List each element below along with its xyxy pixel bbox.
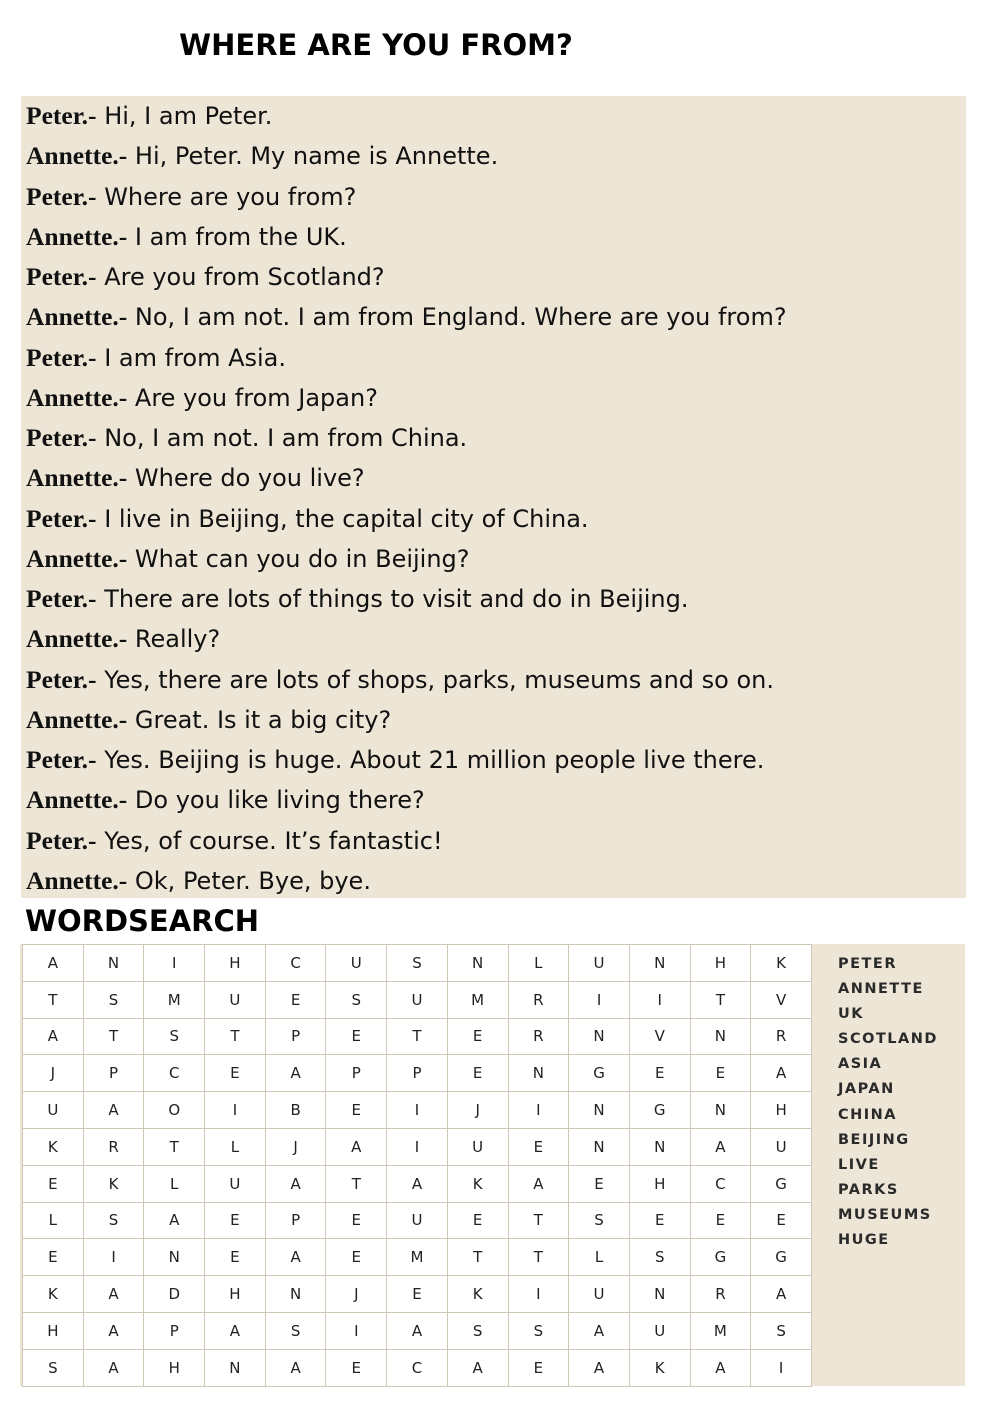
grid-cell[interactable]: E [387, 1276, 448, 1313]
grid-cell[interactable]: I [508, 1276, 569, 1313]
grid-cell[interactable]: N [265, 1276, 326, 1313]
word-list-item: MUSEUMS [838, 1206, 932, 1223]
grid-cell[interactable]: N [629, 1276, 690, 1313]
grid-cell[interactable]: U [569, 945, 630, 982]
grid-cell[interactable]: E [326, 1202, 387, 1239]
grid-cell[interactable]: E [205, 1239, 266, 1276]
word-list-item: JAPAN [838, 1081, 895, 1098]
dialogue-text: Yes, there are lots of shops, parks, museums and so on. [96, 665, 774, 694]
grid-cell[interactable]: J [23, 1055, 84, 1092]
grid-cell[interactable]: M [447, 981, 508, 1018]
dialogue-line [26, 780, 425, 820]
grid-cell[interactable]: E [205, 1055, 266, 1092]
grid-cell[interactable]: U [629, 1312, 690, 1349]
grid-cell[interactable]: E [326, 1239, 387, 1276]
grid-cell[interactable]: S [508, 1312, 569, 1349]
grid-cell[interactable]: I [387, 1128, 448, 1165]
dialogue-text: Are you from Japan? [127, 383, 378, 412]
grid-cell[interactable]: I [83, 1239, 144, 1276]
grid-cell[interactable]: U [326, 945, 387, 982]
grid-cell[interactable]: E [265, 981, 326, 1018]
grid-cell[interactable]: N [629, 1128, 690, 1165]
grid-cell[interactable]: U [387, 981, 448, 1018]
speaker-name: Peter.- [26, 503, 97, 533]
dialogue-text: There are lots of things to visit and do in Beijing. [96, 585, 689, 613]
dialogue-text: No, I am not. I am from England. Where are you from? [127, 303, 787, 332]
dialogue-box [21, 96, 966, 898]
grid-cell[interactable]: R [83, 1128, 144, 1165]
grid-cell[interactable]: G [751, 1239, 812, 1276]
dialogue-text: Hi, I am Peter. [96, 102, 273, 130]
grid-cell[interactable]: E [326, 1092, 387, 1129]
grid-cell[interactable]: A [83, 1276, 144, 1313]
grid-cell[interactable]: H [144, 1349, 205, 1386]
dialogue-line [26, 619, 220, 659]
speaker-name: Annette.- [26, 463, 128, 493]
grid-cell[interactable]: E [629, 1202, 690, 1239]
word-list-item: SCOTLAND [838, 1031, 938, 1048]
grid-cell[interactable]: K [83, 1165, 144, 1202]
grid-cell[interactable]: A [83, 1092, 144, 1129]
grid-cell[interactable]: N [144, 1239, 205, 1276]
dialogue-text: No, I am not. I am from China. [96, 424, 468, 452]
grid-cell[interactable]: U [205, 1165, 266, 1202]
speaker-name: Peter.- [26, 342, 97, 372]
grid-cell[interactable]: P [265, 1202, 326, 1239]
word-list-item: ASIA [838, 1056, 883, 1073]
speaker-name: Annette.- [26, 543, 128, 573]
grid-cell[interactable]: C [387, 1349, 448, 1386]
dialogue-line [26, 136, 498, 176]
dialogue-line [26, 177, 356, 217]
grid-cell[interactable]: I [508, 1092, 569, 1129]
grid-cell[interactable]: A [23, 945, 84, 982]
grid-cell[interactable]: A [265, 1239, 326, 1276]
speaker-name: Annette.- [26, 382, 128, 412]
grid-cell[interactable]: K [751, 945, 812, 982]
dialogue-line [26, 821, 443, 861]
speaker-name: Annette.- [26, 141, 128, 171]
grid-cell[interactable]: I [629, 981, 690, 1018]
dialogue-text: Yes. Beijing is huge. About 21 million people live there. [96, 746, 765, 774]
dialogue-line [26, 338, 286, 378]
grid-cell[interactable]: A [265, 1165, 326, 1202]
grid-cell[interactable]: T [326, 1165, 387, 1202]
grid-cell[interactable]: R [690, 1276, 751, 1313]
speaker-name: Annette.- [26, 302, 128, 332]
grid-cell[interactable]: G [751, 1165, 812, 1202]
page-title: WHERE ARE YOU FROM? [179, 28, 573, 62]
dialogue-line [26, 257, 385, 297]
grid-row [23, 1018, 812, 1055]
grid-cell[interactable]: N [569, 1018, 630, 1055]
grid-row [23, 1239, 812, 1276]
grid-cell[interactable]: A [387, 1312, 448, 1349]
grid-cell[interactable]: H [23, 1312, 84, 1349]
grid-cell[interactable]: A [265, 1055, 326, 1092]
word-list [838, 955, 963, 1256]
grid-cell[interactable]: U [205, 981, 266, 1018]
grid-cell[interactable]: E [447, 1202, 508, 1239]
grid-cell[interactable]: J [265, 1128, 326, 1165]
grid-cell[interactable]: S [144, 1018, 205, 1055]
grid-row [23, 1165, 812, 1202]
grid-cell[interactable]: T [23, 981, 84, 1018]
grid-cell[interactable]: G [690, 1239, 751, 1276]
speaker-name: Peter.- [26, 664, 97, 694]
dialogue-line [26, 700, 391, 740]
grid-cell[interactable]: S [23, 1349, 84, 1386]
grid-cell[interactable]: A [387, 1165, 448, 1202]
grid-cell[interactable]: P [265, 1018, 326, 1055]
grid-cell[interactable]: H [629, 1165, 690, 1202]
word-list-item: PARKS [838, 1181, 899, 1198]
grid-cell[interactable]: P [326, 1055, 387, 1092]
grid-cell[interactable]: T [508, 1202, 569, 1239]
dialogue-line [26, 740, 764, 780]
grid-cell[interactable]: I [751, 1349, 812, 1386]
grid-cell[interactable]: T [205, 1018, 266, 1055]
grid-cell[interactable]: R [508, 981, 569, 1018]
grid-cell[interactable]: K [447, 1276, 508, 1313]
grid-cell[interactable]: N [569, 1128, 630, 1165]
grid-cell[interactable]: A [265, 1349, 326, 1386]
speaker-name: Annette.- [26, 785, 128, 815]
grid-cell[interactable]: A [144, 1202, 205, 1239]
grid-cell[interactable]: C [690, 1165, 751, 1202]
grid-cell[interactable]: V [751, 981, 812, 1018]
dialogue-text: Where do you live? [127, 464, 365, 493]
grid-cell[interactable]: N [690, 1018, 751, 1055]
word-list-item: PETER [838, 956, 897, 972]
grid-cell[interactable]: L [144, 1165, 205, 1202]
grid-cell[interactable]: M [387, 1239, 448, 1276]
grid-row [23, 1312, 812, 1349]
grid-cell[interactable]: G [569, 1055, 630, 1092]
grid-cell[interactable]: H [205, 945, 266, 982]
grid-cell[interactable]: L [508, 945, 569, 982]
grid-cell[interactable]: K [447, 1165, 508, 1202]
grid-cell[interactable]: A [569, 1349, 630, 1386]
grid-cell[interactable]: A [83, 1349, 144, 1386]
grid-row [23, 1276, 812, 1313]
grid-cell[interactable]: L [205, 1128, 266, 1165]
grid-cell[interactable]: U [387, 1202, 448, 1239]
grid-cell[interactable]: A [751, 1055, 812, 1092]
grid-cell[interactable]: S [569, 1202, 630, 1239]
dialogue-line [26, 378, 378, 418]
speaker-name: Peter.- [26, 423, 97, 452]
wordsearch-grid [22, 944, 812, 1387]
dialogue-line [26, 579, 688, 619]
dialogue-line [26, 861, 371, 901]
word-list-item: BEIJING [838, 1131, 910, 1148]
dialogue-text: Are you from Scotland? [96, 263, 385, 291]
grid-row [23, 981, 812, 1018]
dialogue-line [26, 539, 470, 579]
grid-cell[interactable]: G [629, 1092, 690, 1129]
grid-cell[interactable]: N [508, 1055, 569, 1092]
dialogue-text: Great. Is it a big city? [127, 705, 392, 734]
speaker-name: Annette.- [26, 221, 128, 251]
grid-cell[interactable]: L [23, 1202, 84, 1239]
grid-cell[interactable]: N [569, 1092, 630, 1129]
grid-cell[interactable]: S [83, 1202, 144, 1239]
grid-row [23, 945, 812, 982]
grid-cell[interactable]: I [569, 981, 630, 1018]
grid-cell[interactable]: B [265, 1092, 326, 1129]
grid-cell[interactable]: E [508, 1128, 569, 1165]
grid-cell[interactable]: E [205, 1202, 266, 1239]
grid-cell[interactable]: T [447, 1239, 508, 1276]
dialogue-line [26, 660, 774, 700]
grid-cell[interactable]: E [569, 1165, 630, 1202]
grid-cell[interactable]: I [205, 1092, 266, 1129]
grid-cell[interactable]: N [690, 1092, 751, 1129]
grid-cell[interactable]: N [447, 945, 508, 982]
speaker-name: Annette.- [26, 704, 128, 734]
speaker-name: Peter.- [26, 745, 97, 774]
grid-cell[interactable]: S [265, 1312, 326, 1349]
grid-cell[interactable]: N [629, 945, 690, 982]
dialogue-text: I am from Asia. [96, 343, 287, 372]
grid-cell[interactable]: T [83, 1018, 144, 1055]
grid-cell[interactable]: E [326, 1018, 387, 1055]
grid-row [23, 1055, 812, 1092]
dialogue-text: I am from the UK. [127, 222, 347, 251]
dialogue-line [26, 499, 589, 539]
speaker-name: Peter.- [26, 584, 97, 613]
grid-cell[interactable]: E [690, 1055, 751, 1092]
grid-cell[interactable]: R [508, 1018, 569, 1055]
grid-cell[interactable]: S [83, 981, 144, 1018]
word-list-item: LIVE [838, 1156, 880, 1173]
grid-cell[interactable]: L [569, 1239, 630, 1276]
grid-cell[interactable]: T [508, 1239, 569, 1276]
grid-cell[interactable]: D [144, 1276, 205, 1313]
speaker-name: Peter.- [26, 181, 97, 211]
grid-cell[interactable]: P [144, 1312, 205, 1349]
grid-cell[interactable]: E [23, 1239, 84, 1276]
grid-cell[interactable]: A [23, 1018, 84, 1055]
dialogue-text: I live in Beijing, the capital city of China. [96, 504, 589, 533]
grid-cell[interactable]: A [83, 1312, 144, 1349]
dialogue-text: Hi, Peter. My name is Annette. [127, 142, 499, 171]
grid-cell[interactable]: E [508, 1349, 569, 1386]
grid-cell[interactable]: R [751, 1018, 812, 1055]
grid-cell[interactable]: A [751, 1276, 812, 1313]
grid-cell[interactable]: C [144, 1055, 205, 1092]
grid-cell[interactable]: K [23, 1128, 84, 1165]
grid-cell[interactable]: E [447, 1018, 508, 1055]
word-list-item: UK [838, 1006, 865, 1023]
grid-cell[interactable]: S [326, 981, 387, 1018]
grid-row [23, 1202, 812, 1239]
dialogue-text: Yes, of course. It’s fantastic! [96, 826, 443, 855]
grid-cell[interactable]: A [326, 1128, 387, 1165]
grid-cell[interactable]: H [205, 1276, 266, 1313]
word-list-item: ANNETTE [838, 981, 924, 998]
grid-cell[interactable]: E [326, 1349, 387, 1386]
speaker-name: Annette.- [26, 624, 128, 654]
dialogue-text: Where are you from? [96, 182, 357, 211]
grid-cell[interactable]: S [387, 945, 448, 982]
grid-cell[interactable]: A [569, 1312, 630, 1349]
grid-cell[interactable]: A [690, 1349, 751, 1386]
grid-cell[interactable]: V [629, 1018, 690, 1055]
grid-cell[interactable]: U [569, 1276, 630, 1313]
grid-cell[interactable]: T [690, 981, 751, 1018]
dialogue-line [26, 217, 347, 257]
grid-cell[interactable]: M [690, 1312, 751, 1349]
speaker-name: Peter.- [26, 825, 97, 855]
grid-cell[interactable]: P [387, 1055, 448, 1092]
speaker-name: Annette.- [26, 865, 128, 895]
dialogue-line [26, 458, 365, 498]
grid-cell[interactable]: S [629, 1239, 690, 1276]
grid-cell[interactable]: U [447, 1128, 508, 1165]
speaker-name: Peter.- [26, 262, 97, 291]
wordsearch-title: WORDSEARCH [25, 904, 260, 938]
grid-cell[interactable]: O [144, 1092, 205, 1129]
grid-cell[interactable]: K [23, 1276, 84, 1313]
grid-cell[interactable]: I [144, 945, 205, 982]
grid-cell[interactable]: U [751, 1128, 812, 1165]
dialogue-text: What can you do in Beijing? [127, 544, 470, 573]
dialogue-line [26, 418, 467, 458]
grid-cell[interactable]: T [387, 1018, 448, 1055]
grid-cell[interactable]: E [23, 1165, 84, 1202]
dialogue-text: Do you like living there? [127, 786, 425, 815]
word-list-item: HUGE [838, 1232, 890, 1249]
grid-cell[interactable]: A [205, 1312, 266, 1349]
grid-cell[interactable]: S [751, 1312, 812, 1349]
grid-cell[interactable]: H [690, 945, 751, 982]
grid-cell[interactable]: K [629, 1349, 690, 1386]
grid-cell[interactable]: H [751, 1092, 812, 1129]
dialogue-line [26, 297, 787, 337]
grid-row [23, 1092, 812, 1129]
dialogue-text: Ok, Peter. Bye, bye. [127, 866, 371, 895]
grid-row [23, 1349, 812, 1386]
grid-cell[interactable]: E [751, 1202, 812, 1239]
grid-cell[interactable]: U [23, 1092, 84, 1129]
speaker-name: Peter.- [26, 101, 97, 130]
grid-cell[interactable]: A [690, 1128, 751, 1165]
grid-row [23, 1128, 812, 1165]
grid-cell[interactable]: N [205, 1349, 266, 1386]
grid-cell[interactable]: N [83, 945, 144, 982]
grid-cell[interactable]: I [326, 1312, 387, 1349]
grid-cell[interactable]: J [326, 1276, 387, 1313]
grid-cell[interactable]: E [447, 1055, 508, 1092]
grid-cell[interactable]: T [144, 1128, 205, 1165]
grid-cell[interactable]: E [629, 1055, 690, 1092]
dialogue-text: Really? [127, 625, 221, 654]
word-list-item: CHINA [838, 1106, 898, 1123]
dialogue-line [26, 96, 272, 136]
grid-cell[interactable]: S [447, 1312, 508, 1349]
grid-cell[interactable]: P [83, 1055, 144, 1092]
grid-cell[interactable]: C [265, 945, 326, 982]
grid-cell[interactable]: A [447, 1349, 508, 1386]
grid-cell[interactable]: E [690, 1202, 751, 1239]
grid-cell[interactable]: A [508, 1165, 569, 1202]
grid-cell[interactable]: J [447, 1092, 508, 1129]
grid-cell[interactable]: M [144, 981, 205, 1018]
grid-cell[interactable]: I [387, 1092, 448, 1129]
